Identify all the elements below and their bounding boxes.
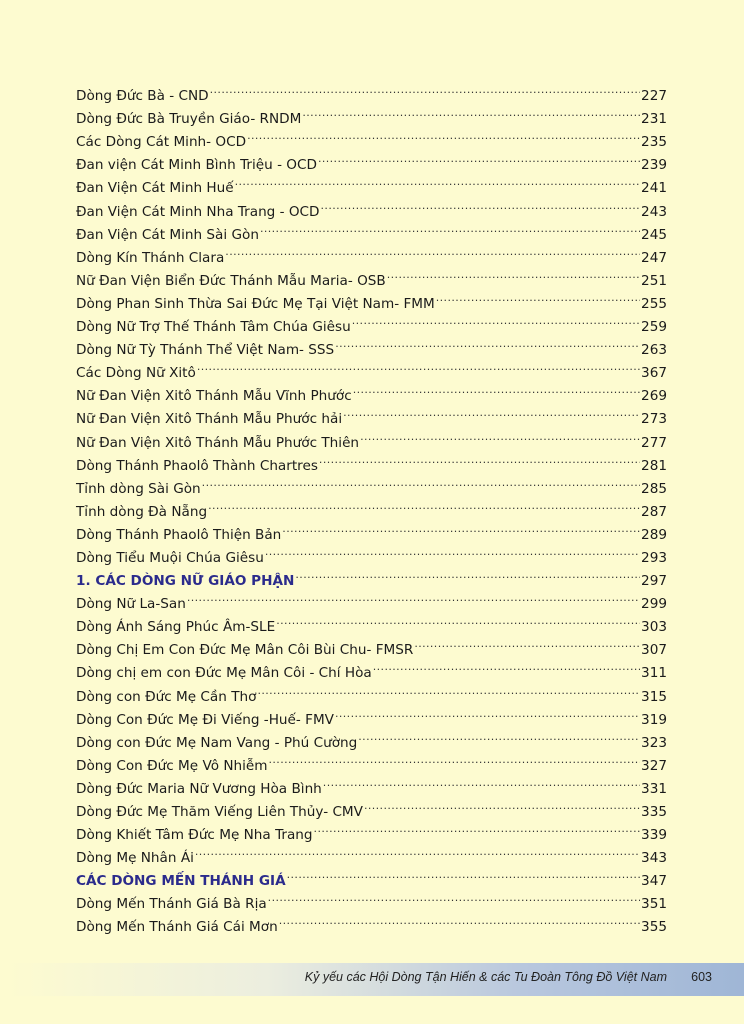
toc-leader-dots bbox=[353, 377, 640, 400]
toc-entry-page: 251 bbox=[641, 272, 667, 289]
toc-entry-title: Các Dòng Cát Minh- OCD bbox=[76, 134, 247, 151]
toc-leader-dots bbox=[318, 146, 640, 169]
toc-leader-dots bbox=[295, 562, 640, 585]
footer-title: Kỷ yếu các Hội Dòng Tận Hiến & các Tu Đoàn Tông Đồ Việt Nam bbox=[304, 970, 667, 984]
toc-leader-dots bbox=[247, 123, 640, 146]
toc-leader-dots bbox=[302, 100, 640, 123]
toc-leader-dots bbox=[321, 192, 641, 215]
toc-leader-dots bbox=[265, 539, 640, 562]
toc-leader-dots bbox=[197, 354, 640, 377]
toc-entry-title: Dòng Mẹ Nhân Ái bbox=[76, 850, 194, 867]
toc-entry-title: Nữ Đan Viện Xitô Thánh Mẫu Phước Thiên bbox=[76, 434, 360, 451]
toc-entry-page: 335 bbox=[641, 804, 667, 820]
toc-leader-dots bbox=[210, 77, 640, 100]
toc-entry-page: 241 bbox=[641, 180, 667, 197]
toc-entry-title: Nữ Đan Viện Xitô Thánh Mẫu Vĩnh Phước bbox=[76, 388, 352, 405]
toc-leader-dots bbox=[260, 216, 640, 239]
toc-entry-page: 285 bbox=[641, 480, 667, 497]
toc-leader-dots bbox=[225, 239, 640, 262]
toc-entry-page: 277 bbox=[641, 434, 667, 451]
toc-entry-page: 327 bbox=[641, 757, 667, 774]
toc-entry-title: 1. CÁC DÒNG NỮ GIÁO PHẬN bbox=[76, 573, 295, 590]
toc-leader-dots bbox=[319, 447, 640, 470]
toc-leader-dots bbox=[187, 585, 640, 608]
toc-leader-dots bbox=[269, 747, 641, 770]
toc-entry-page: 235 bbox=[641, 134, 667, 151]
toc-entry-page: 239 bbox=[641, 157, 667, 174]
toc-entry-title: Dòng Khiết Tâm Đức Mẹ Nha Trang bbox=[76, 827, 313, 844]
toc-leader-dots bbox=[335, 331, 640, 354]
toc-entry-title: Tỉnh dòng Đà Nẵng bbox=[76, 503, 208, 520]
toc-entry-page: 351 bbox=[641, 896, 667, 913]
page-footer bbox=[8, 963, 744, 996]
toc-leader-dots bbox=[202, 470, 640, 493]
toc-entry-page: 367 bbox=[641, 365, 667, 382]
toc-entry-title: Dòng Nữ La-San bbox=[76, 596, 186, 613]
toc-leader-dots bbox=[282, 516, 640, 539]
toc-entry-page: 293 bbox=[641, 549, 667, 566]
toc-entry-title: Đan Viện Cát Minh Nha Trang - OCD bbox=[76, 203, 320, 220]
toc-entry-page: 255 bbox=[641, 295, 667, 312]
toc-leader-dots bbox=[235, 169, 640, 192]
toc-entry-title: Nữ Đan Viện Biển Đức Thánh Mẫu Maria- OSB bbox=[76, 272, 386, 289]
toc-entry-page: 323 bbox=[641, 734, 667, 751]
toc-entry-title: Đan Viện Cát Minh Huế bbox=[76, 180, 234, 197]
toc-entry-page: 297 bbox=[641, 573, 667, 590]
toc-entry-title: Dòng chị em con Đức Mẹ Mân Côi - Chí Hòa bbox=[76, 665, 372, 682]
toc-entry-title: Các Dòng Nữ Xitô bbox=[76, 365, 196, 382]
toc-entry-page: 311 bbox=[641, 665, 667, 682]
toc-entry-title: Dòng Chị Em Con Đức Mẹ Mân Côi Bùi Chu- FMSR bbox=[76, 642, 414, 659]
toc-entry-page: 287 bbox=[641, 503, 667, 520]
toc-entry-page: 299 bbox=[641, 596, 667, 613]
toc-entry-page: 243 bbox=[641, 203, 667, 220]
toc-entry-page: 289 bbox=[641, 526, 667, 543]
toc-leader-dots bbox=[335, 701, 640, 724]
toc-entry-title: Dòng Con Đức Mẹ Vô Nhiễm bbox=[76, 757, 268, 774]
toc-leader-dots bbox=[343, 400, 640, 423]
toc-entry-page: 343 bbox=[641, 850, 667, 867]
toc-leader-dots bbox=[323, 770, 640, 793]
toc-leader-dots bbox=[414, 631, 640, 654]
toc-leader-dots bbox=[387, 262, 640, 285]
toc-entry-title: Dòng Mến Thánh Giá Bà Rịa bbox=[76, 896, 267, 913]
toc-entry-title: Dòng Đức Maria Nữ Vương Hòa Bình bbox=[76, 780, 322, 797]
toc-leader-dots bbox=[360, 423, 640, 446]
toc-leader-dots bbox=[436, 285, 640, 308]
toc-leader-dots bbox=[358, 724, 640, 747]
toc-entry-page: 281 bbox=[641, 457, 667, 474]
toc-leader-dots bbox=[352, 308, 640, 331]
table-of-contents bbox=[76, 77, 667, 936]
toc-leader-dots bbox=[287, 862, 640, 885]
toc-leader-dots bbox=[208, 493, 640, 516]
toc-entry-title: Nữ Đan Viện Xitô Thánh Mẫu Phước hải bbox=[76, 411, 343, 428]
toc-entry-title: Đan Viện Cát Minh Sài Gòn bbox=[76, 226, 259, 243]
toc-entry-page: 269 bbox=[641, 388, 667, 405]
toc-entry-title: Dòng Đức Mẹ Thăm Viếng Liên Thủy- CMV bbox=[76, 804, 363, 820]
toc-entry-title: Tỉnh dòng Sài Gòn bbox=[76, 480, 201, 497]
toc-entry-page: 319 bbox=[641, 711, 667, 728]
toc-leader-dots bbox=[279, 908, 640, 931]
toc-entry-title: Dòng con Đức Mẹ Cần Thơ bbox=[76, 688, 257, 705]
toc-entry-title: Dòng Mến Thánh Giá Cái Mơn bbox=[76, 919, 278, 936]
toc-entry-title: Dòng Thánh Phaolô Thành Chartres bbox=[76, 457, 318, 474]
toc-entry-page: 355 bbox=[641, 919, 667, 936]
toc-leader-dots bbox=[276, 608, 640, 631]
toc-entry-title: Dòng Tiểu Muội Chúa Giêsu bbox=[76, 549, 264, 566]
toc-entry-title: CÁC DÒNG MẾN THÁNH GIÁ bbox=[76, 873, 286, 890]
toc-entry-title: Đan viện Cát Minh Bình Triệu - OCD bbox=[76, 157, 317, 174]
toc-entry-title: Dòng Đức Bà Truyền Giáo- RNDM bbox=[76, 111, 302, 128]
toc-entry-title: Dòng Thánh Phaolô Thiện Bản bbox=[76, 526, 282, 543]
toc-entry-title: Dòng con Đức Mẹ Nam Vang - Phú Cường bbox=[76, 734, 358, 751]
toc-entry-title: Dòng Nữ Tỳ Thánh Thể Việt Nam- SSS bbox=[76, 342, 335, 359]
toc-leader-dots bbox=[364, 793, 640, 816]
toc-entry-title: Dòng Ánh Sáng Phúc Âm-SLE bbox=[76, 619, 276, 636]
toc-entry-page: 331 bbox=[641, 780, 667, 797]
toc-entry-page: 231 bbox=[641, 111, 667, 128]
toc-entry bbox=[76, 77, 667, 105]
toc-leader-dots bbox=[314, 816, 641, 839]
toc-leader-dots bbox=[373, 654, 640, 677]
page-number: 603 bbox=[691, 970, 712, 984]
toc-entry-title: Dòng Kín Thánh Clara bbox=[76, 249, 225, 266]
toc-entry-title: Dòng Nữ Trợ Thế Thánh Tâm Chúa Giêsu bbox=[76, 319, 351, 336]
toc-entry-page: 303 bbox=[641, 619, 667, 636]
toc-entry-page: 263 bbox=[641, 342, 667, 359]
toc-entry-page: 307 bbox=[641, 642, 667, 659]
toc-entry-page: 315 bbox=[641, 688, 667, 705]
toc-entry-title: Dòng Con Đức Mẹ Đi Viếng -Huế- FMV bbox=[76, 711, 334, 728]
toc-entry-page: 347 bbox=[641, 873, 667, 890]
toc-leader-dots bbox=[257, 677, 640, 700]
toc-leader-dots bbox=[268, 885, 640, 908]
toc-entry-page: 259 bbox=[641, 319, 667, 336]
toc-entry-title: Dòng Phan Sinh Thừa Sai Đức Mẹ Tại Việt Nam- FMM bbox=[76, 295, 435, 312]
toc-entry-page: 227 bbox=[641, 88, 667, 105]
toc-entry-page: 273 bbox=[641, 411, 667, 428]
toc-entry-page: 245 bbox=[641, 226, 667, 243]
toc-leader-dots bbox=[195, 839, 640, 862]
toc-entry-page: 247 bbox=[641, 249, 667, 266]
toc-entry-title: Dòng Đức Bà - CND bbox=[76, 88, 209, 105]
toc-entry-page: 339 bbox=[641, 827, 667, 844]
